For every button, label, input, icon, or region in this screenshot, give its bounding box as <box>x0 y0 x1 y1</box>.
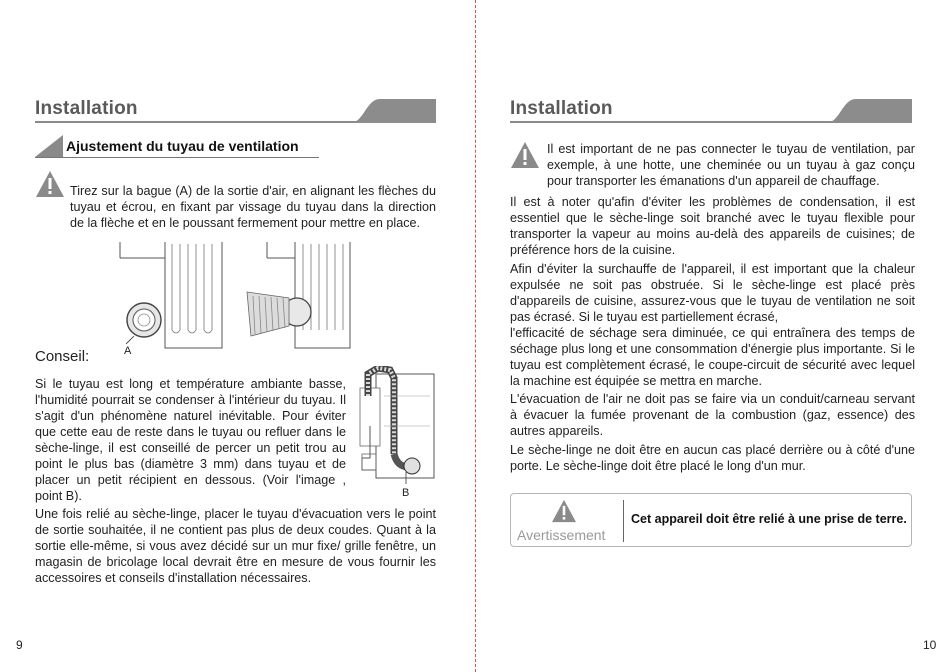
page-title: Installation <box>510 98 613 119</box>
paragraph-placement: Le sèche-linge ne doit être en aucun cas placé derrière ou à côté d'une porte. Le sèche-linge doit être placé le long d'un mur. <box>510 443 915 473</box>
header-tab <box>350 97 436 123</box>
intro-warning-text: Tirez sur la bague (A) de la sortie d'air, en alignant les flèches du tuyau et écrou, en fixant par vissage du tuyau dans la direction de la flèche et en le poussant fermement pour mettre en place. <box>70 184 436 230</box>
page-title: Installation <box>35 98 138 119</box>
left-page <box>0 0 474 672</box>
conseil-label: Conseil: <box>35 348 90 365</box>
header-tab <box>826 97 912 123</box>
paragraph-flue: L'évacuation de l'air ne doit pas se faire via un conduit/carneau servant à évacuer la fumée provenant de la combustion (gaz, essence) des autres appareils. <box>510 392 915 438</box>
section-heading: Ajustement du tuyau de ventilation <box>66 138 299 154</box>
right-page <box>477 0 950 672</box>
dryer-outlet-illustration <box>110 240 225 350</box>
paragraph-condensation: Il est à noter qu'afin d'éviter les problèmes de condensation, il est essentiel que le sèche-linge soit branché avec le tuyau flexible pour transporter la vapeur au moins au-delà des appareils de cuisines; de préférence hors de la cuisine. <box>510 195 915 257</box>
warning-callout-label: Avertissement <box>517 527 606 543</box>
paragraph-efficiency: l'efficacité de séchage sera diminuée, ce qui entraînera des temps de séchage plus long et une consommation d'énergie plus importante. Si le tuyau est complètement écrasé, le coupe-circuit de sécurité avec lequel la machine est équipée se mettra en marche. <box>510 326 915 388</box>
page-divider <box>475 0 476 672</box>
warning-icon <box>35 170 65 198</box>
warning-icon <box>551 499 577 523</box>
page-number: 10 <box>923 638 937 652</box>
dryer-condensation-hole-illustration <box>354 366 438 486</box>
subheading-triangle-icon <box>35 135 63 157</box>
warning-callout-separator <box>623 500 624 542</box>
figure-label-b: B <box>402 487 410 499</box>
closing-text: Une fois relié au sèche-linge, placer le tuyau d'évacuation vers le point de sortie souhaitée, il ne contient pas plus de deux coudes. Quant à la sortie elle-même, si vous avez décidé sur un mur fixe/ grille fenêtre, un magasin de bricolage local devrait être en mesure de vous fournir les accessoires et conseils d'installation nécessaires. <box>35 507 436 585</box>
warning-callout-text: Cet appareil doit être relié à une prise de terre. <box>631 512 907 526</box>
section-heading-rule <box>35 157 319 158</box>
figure-label-a: A <box>124 345 132 357</box>
warning-text: Il est important de ne pas connecter le tuyau de ventilation, par exemple, à une hotte, une cheminée ou un tuyau à gaz conçu pour transporter les émanations d'un appareil de chauffage. <box>547 142 915 188</box>
page-number: 9 <box>16 638 23 652</box>
conseil-text: Si le tuyau est long et température ambiante basse, l'humidité pourrait se condenser à l'intérieur du tuyau. Il s'agit d'un phénomène naturel inévitable. Pour éviter que cette eau de reste dans le tuyau ou refluer dans le sèche-linge, il est conseillé de percer un petit trou au point le plus bas (diamètre 3 mm) dans tuyau et de placer un petit récipient en dessous. (Voir l'image , point B). <box>35 377 346 503</box>
warning-callout <box>510 493 912 547</box>
dryer-hose-attached-illustration <box>245 240 353 350</box>
paragraph-overheating: Afin d'éviter la surchauffe de l'appareil, il est important que la chaleur expulsée ne soit pas obstruée. Si le sèche-linge est placé près d'appareils de cuisine, assurez-vous que le tuyau de ventilation ne soit pas écrasé. Si le tuyau est partiellement écrasé, <box>510 262 915 324</box>
warning-icon <box>510 141 540 169</box>
